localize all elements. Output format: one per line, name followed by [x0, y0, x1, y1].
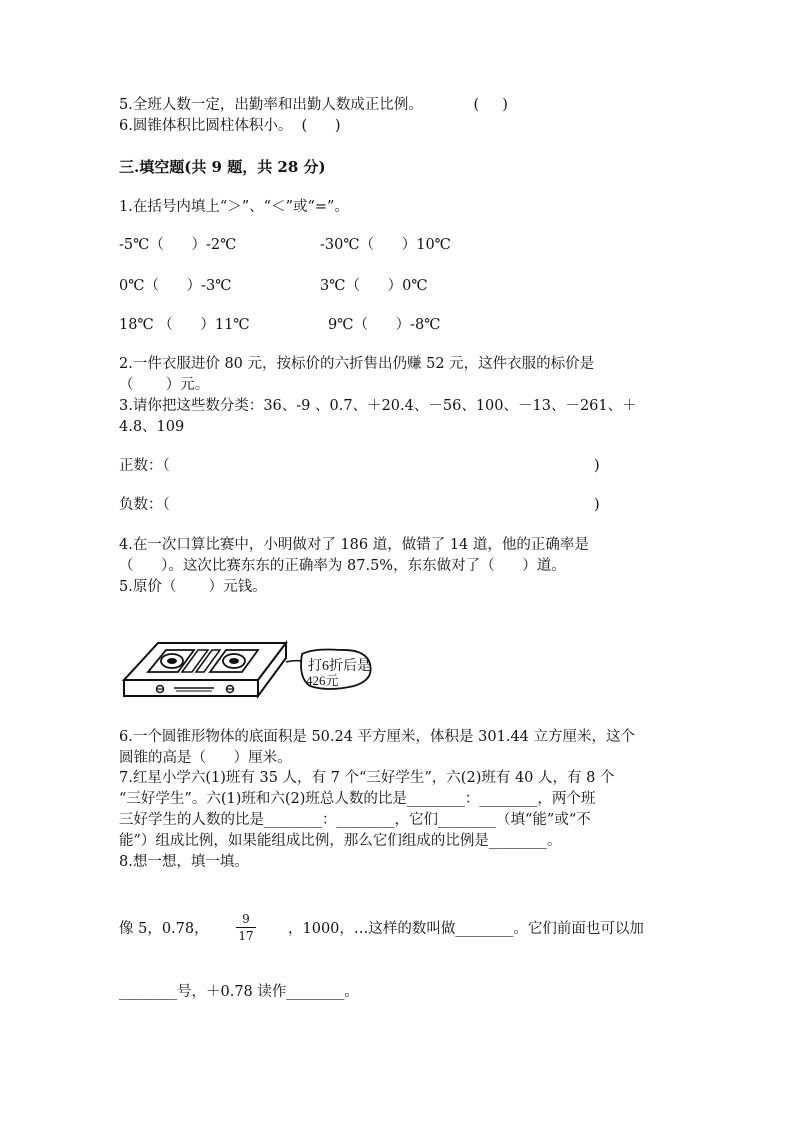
- q1-row2-left: 0℃（ ）-3℃: [119, 278, 232, 294]
- q4-line1: 4.在一次口算比赛中，小明做对了 186 道，做错了 14 道，他的正确率是: [119, 537, 589, 553]
- q1-stem: 1.在括号内填上“＞”、“＜”或“=”。: [119, 199, 349, 215]
- fraction-numerator: 9: [242, 912, 250, 926]
- q6-line1: 6.一个圆锥形物体的底面积是 50.24 平方厘米，体积是 301.44 立方厘米，这个: [119, 729, 636, 745]
- q3-positive-close: ): [594, 458, 600, 474]
- q7-line1: 7.红星小学六(1)班有 35 人，有 7 个“三好学生”，六(2)班有 40 人，有 8 个: [119, 770, 615, 786]
- q3-positive-label: 正数：（: [119, 458, 170, 474]
- fraction-bar: [236, 927, 256, 928]
- q3-negative-label: 负数：（: [119, 497, 170, 513]
- fraction-denominator: 17: [238, 929, 254, 943]
- q1-row1-right: -30℃（ ）10℃: [320, 237, 451, 253]
- q8-line3: ________号，＋0.78 读作________。: [119, 984, 359, 1000]
- q3-negative-close: ): [594, 497, 600, 513]
- price-tag-line1: 打6折后是: [308, 659, 371, 674]
- q7-line4: 能”）组成比例，如果能组成比例，那么它们组成的比例是________。: [119, 833, 562, 849]
- q8-line1: 8.想一想，填一填。: [119, 854, 249, 870]
- q2-line2: （ ）元。: [119, 377, 210, 393]
- fraction-nine-seventeenths: [236, 912, 256, 943]
- price-tag-line2: 426元: [306, 673, 339, 688]
- q4-line2: （ ）。这次比赛东东的正确率为 87.5%，东东做对了（ ）道。: [119, 558, 566, 574]
- q7-line2: “三好学生”。六(1)班和六(2)班总人数的比是________：________，两个班: [119, 791, 596, 807]
- q5-line1: 5.原价（ ）元钱。: [119, 579, 267, 595]
- q6-line2: 圆锥的高是（ ）厘米。: [119, 750, 292, 766]
- q3-line1: 3.请你把这些数分类：36、-9 、0.7、＋20.4、－56、100、－13、－261、＋: [119, 398, 637, 414]
- q1-row3-left: 18℃ （ ）11℃: [119, 317, 250, 333]
- q1-row1-left: -5℃（ ）-2℃: [119, 237, 237, 253]
- q2-line1: 2.一件衣服进价 80 元，按标价的六折售出仍赚 52 元，这件衣服的标价是: [119, 356, 595, 372]
- question-prev-6: 6.圆锥体积比圆柱体积小。 ( ): [119, 118, 341, 134]
- q3-line2: 4.8、109: [119, 419, 185, 435]
- gas-stove-illustration: [118, 628, 388, 706]
- question-prev-5: 5.全班人数一定，出勤率和出勤人数成正比例。 ( ): [119, 97, 508, 113]
- q8-line2-post: ，1000，…这样的数叫做________。它们前面也可以加: [288, 921, 644, 937]
- q7-line3: 三好学生的人数的比是________：________，它们________（填“能”或“不: [119, 812, 591, 828]
- q1-row3-right: 9℃（ ）-8℃: [328, 317, 441, 333]
- q1-row2-right: 3℃（ ）0℃: [320, 278, 428, 294]
- section-title: 三.填空题(共 9 题，共 28 分): [119, 158, 326, 176]
- q8-line2-pre: 像 5，0.78，: [119, 921, 209, 937]
